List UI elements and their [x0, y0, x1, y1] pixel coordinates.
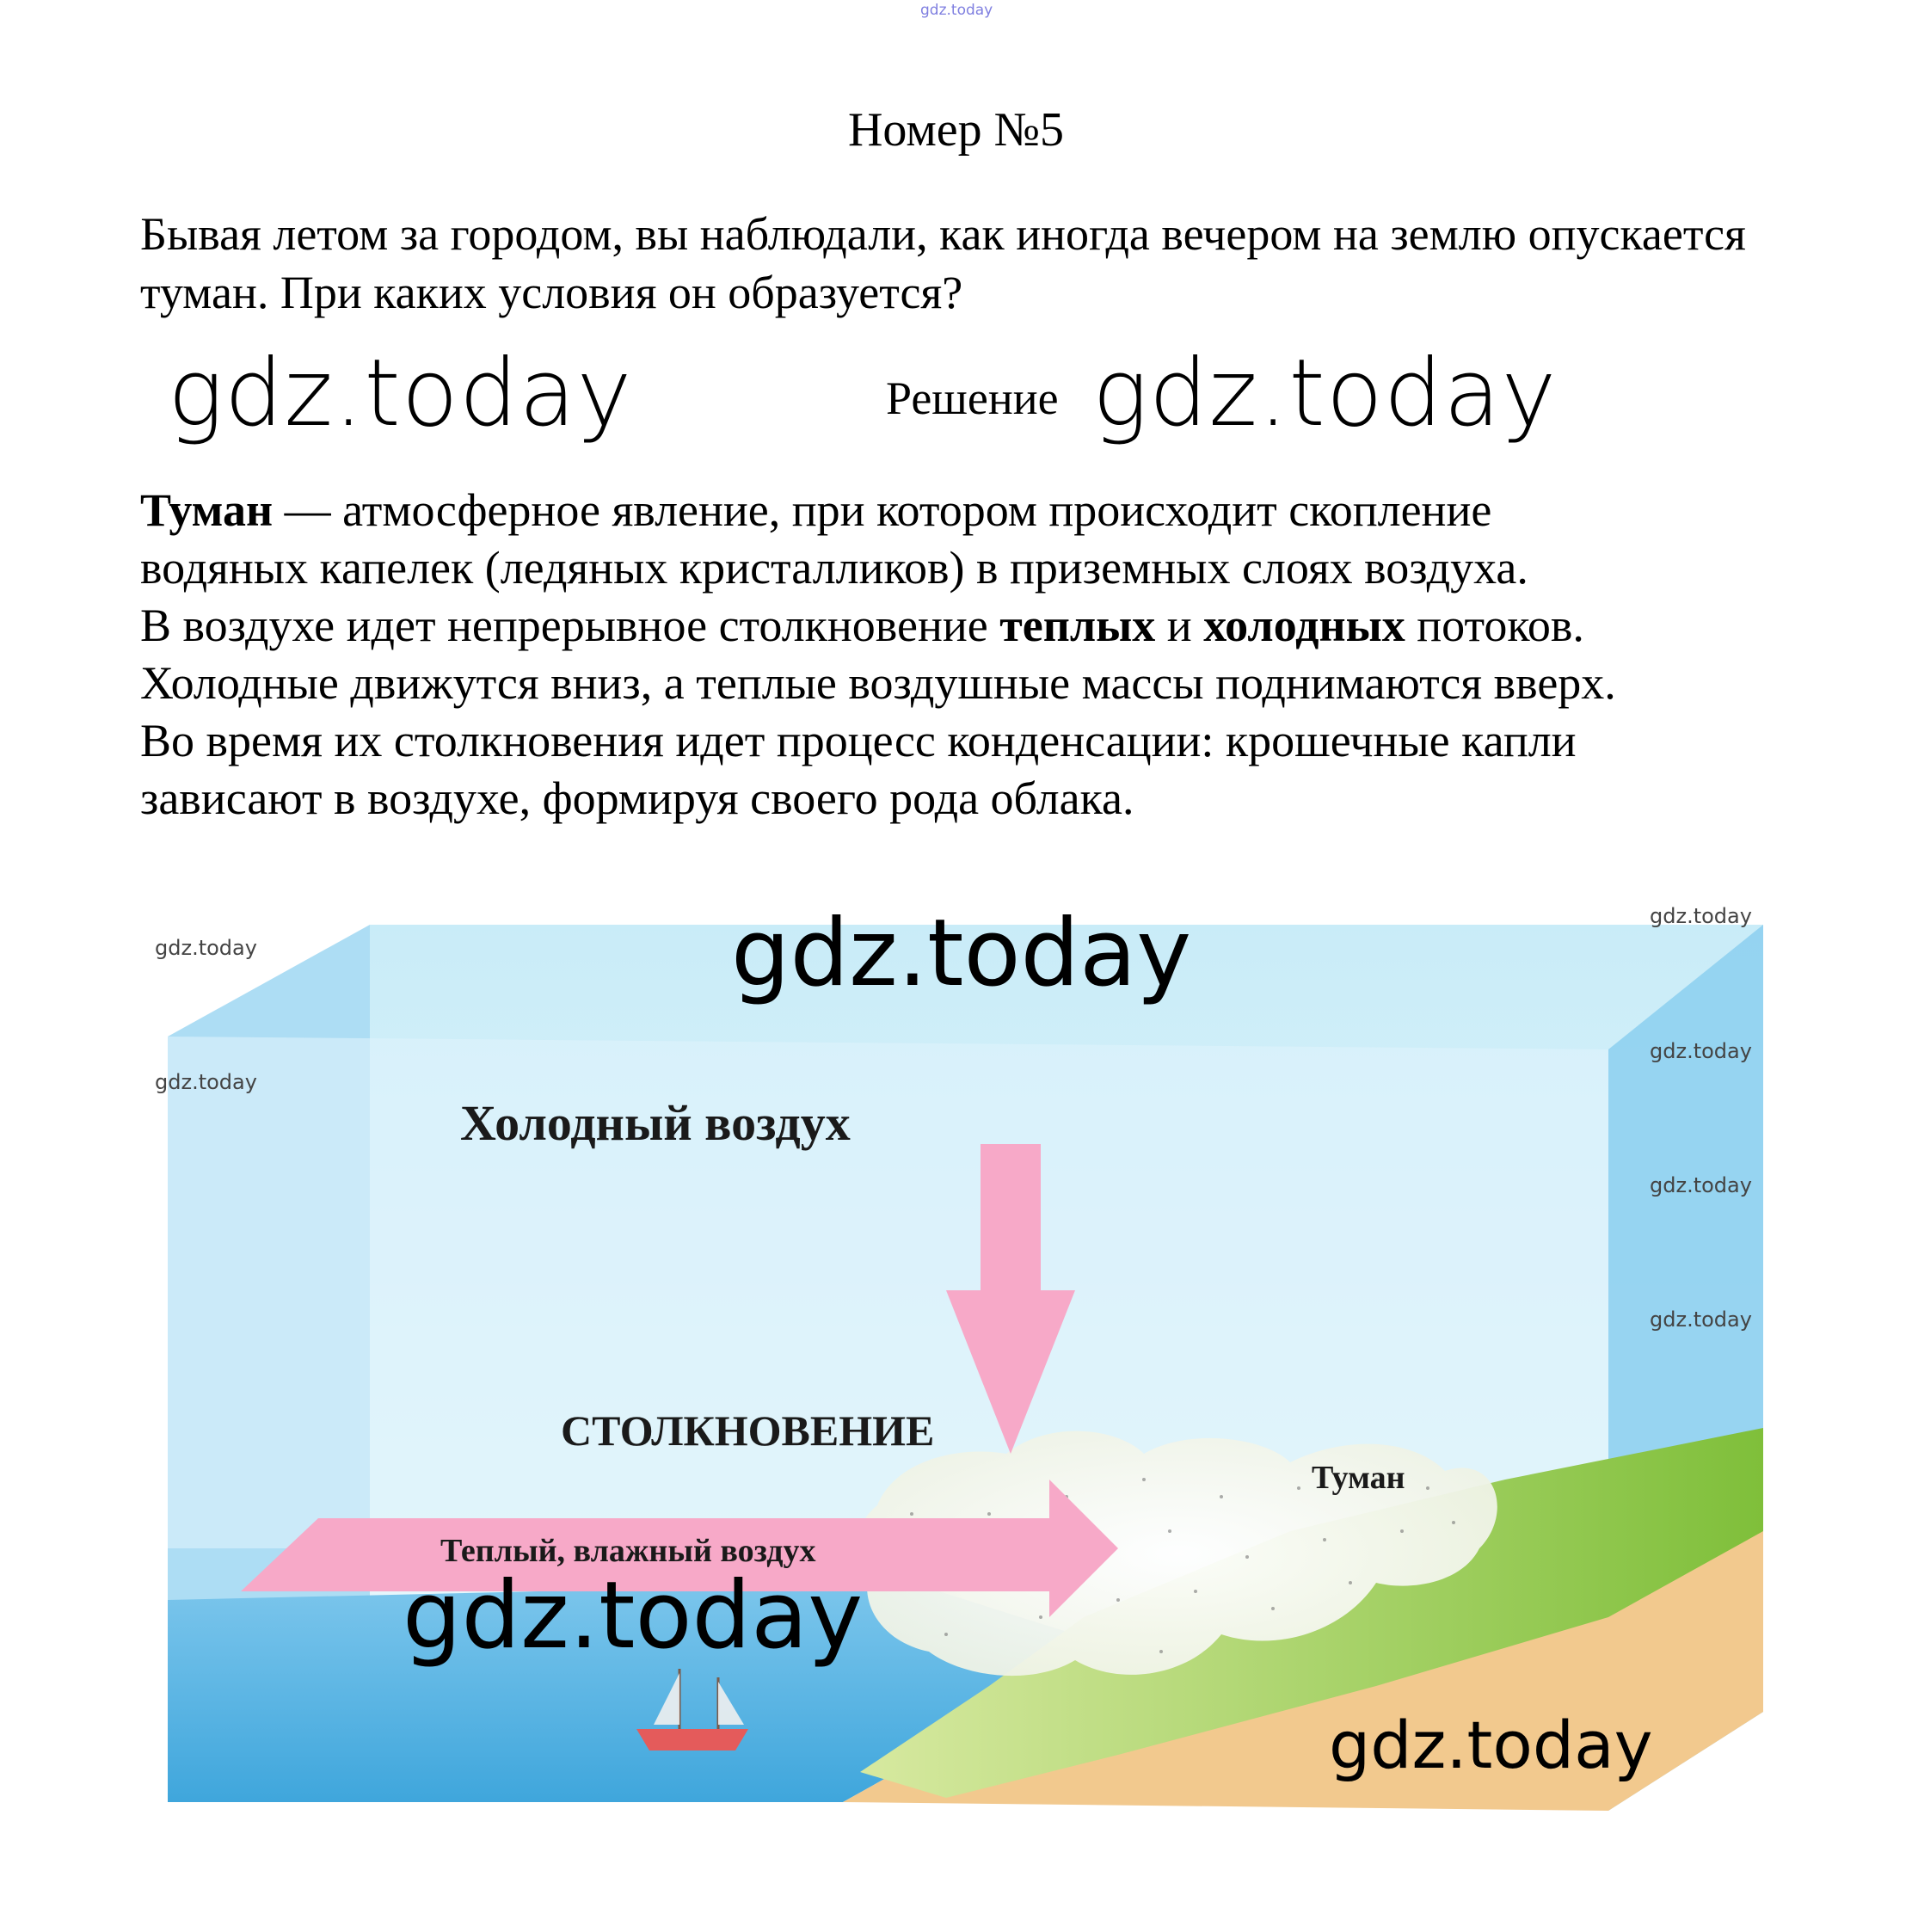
term-cold: холодных	[1203, 600, 1405, 651]
watermark-small: gdz.today	[155, 936, 257, 960]
answer-line: зависают в воздухе, формируя своего рода облака.	[140, 772, 1134, 824]
term-warm: теплых	[999, 600, 1156, 651]
solution-label: Решение	[886, 372, 1059, 424]
answer-line: водяных капелек (ледяных кристалликов) в приземных слоях воздуха.	[140, 542, 1528, 594]
answer-line: потоков.	[1405, 600, 1584, 651]
question-text: Бывая летом за городом, вы наблюдали, как иногда вечером на землю опускается туман. При каких условия он образуется?	[140, 208, 1746, 318]
answer-line: Холодные движутся вниз, а теплые воздушные массы поднимаются вверх.	[140, 657, 1616, 709]
watermark-small: gdz.today	[1650, 904, 1752, 928]
watermark-large: gdz.today	[1092, 340, 1558, 447]
watermark-small: gdz.today	[1650, 1173, 1752, 1197]
watermark-large: gdz.today	[168, 340, 633, 447]
label-warm-air: Теплый, влажный воздух	[440, 1533, 816, 1569]
watermark-large: gdz.today	[403, 1562, 864, 1670]
watermark-small: gdz.today	[1650, 1039, 1752, 1063]
answer-line: В воздухе идет непрерывное столкновение	[140, 600, 1000, 651]
answer-line: — атмосферное явление, при котором происходит скопление	[273, 484, 1492, 536]
label-fog: Туман	[1312, 1460, 1405, 1496]
watermark-small: gdz.today	[1650, 1307, 1752, 1332]
label-cold-air: Холодный воздух	[460, 1095, 851, 1151]
watermark-large: gdz.today	[1329, 1707, 1653, 1783]
answer-line: Во время их столкновения идет процесс конденсации: крошечные капли	[140, 715, 1577, 766]
answer-line: и	[1155, 600, 1204, 651]
watermark-top: gdz.today	[920, 2, 993, 19]
watermark-small: gdz.today	[155, 1070, 257, 1094]
term-fog: Туман	[140, 484, 274, 536]
page-title: Номер №5	[847, 103, 1065, 157]
label-collision: СТОЛКНОВЕНИЕ	[561, 1406, 935, 1455]
watermark-large: gdz.today	[731, 900, 1192, 1007]
